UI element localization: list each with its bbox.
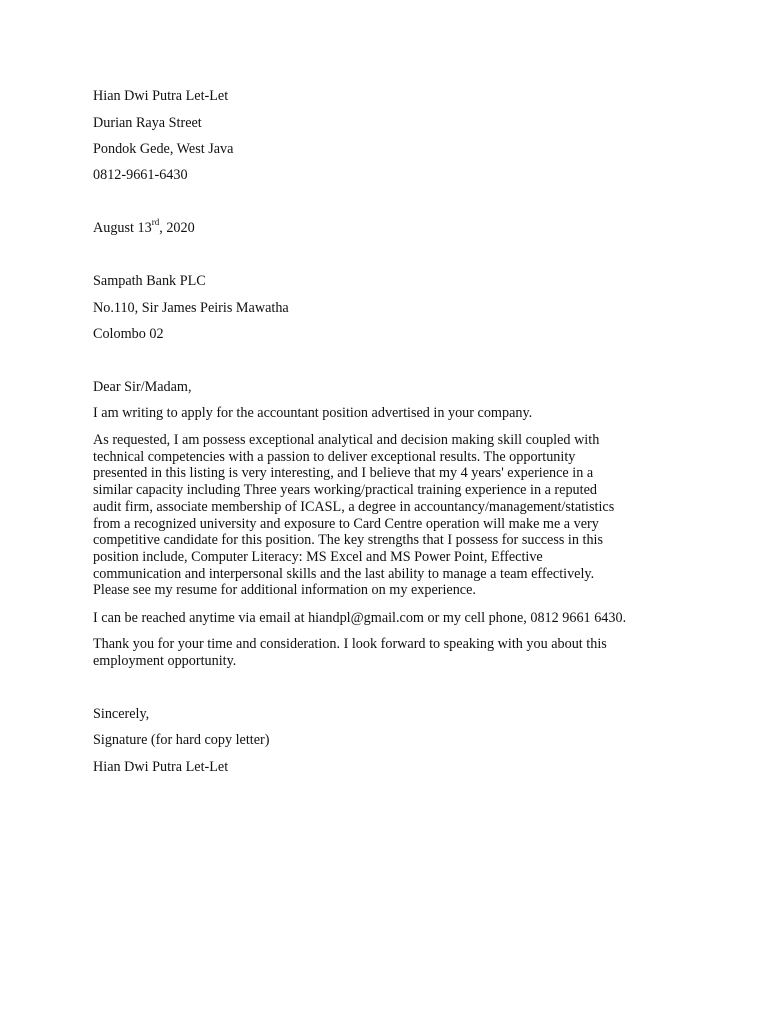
- recipient-address: No.110, Sir James Peiris Mawatha: [93, 300, 289, 316]
- signer-name: Hian Dwi Putra Let-Let: [93, 759, 229, 775]
- paragraph-line: employment opportunity.: [93, 652, 237, 669]
- recipient-name: Sampath Bank PLC: [93, 273, 206, 289]
- signature-placeholder: Signature (for hard copy letter): [93, 732, 270, 748]
- paragraph-line: from a recognized university and exposure to Card Centre operation will make me a very: [93, 515, 599, 532]
- contact-paragraph: I can be reached anytime via email at hiandpl@gmail.com or my cell phone, 0812 9661 6430.: [93, 610, 627, 626]
- sender-phone: 0812-9661-6430: [93, 167, 188, 183]
- sender-name: Hian Dwi Putra Let-Let: [93, 88, 229, 104]
- paragraph-line: As requested, I am possess exceptional analytical and decision making skill coupled with: [93, 432, 600, 448]
- letter-date: [93, 217, 195, 237]
- date-suffix: rd: [151, 217, 160, 228]
- date-prefix: August 13: [93, 220, 152, 236]
- paragraph-line: communication and interpersonal skills and the last ability to manage a team effectively.: [93, 565, 595, 582]
- main-paragraph: [93, 432, 683, 599]
- paragraph-line: presented in this listing is very interesting, and I believe that my 4 years' experience in a: [93, 465, 594, 482]
- paragraph-line: similar capacity including Three years working/practical training experience in a reputed: [93, 482, 597, 499]
- paragraph-line: audit firm, associate membership of ICASL, a degree in accountancy/management/statistics: [93, 498, 615, 515]
- paragraph-line: Thank you for your time and consideration. I look forward to speaking with you about this: [93, 636, 607, 652]
- intro-paragraph: I am writing to apply for the accountant position advertised in your company.: [93, 405, 533, 421]
- recipient-city: Colombo 02: [93, 326, 164, 342]
- paragraph-line: Please see my resume for additional information on my experience.: [93, 582, 476, 599]
- sender-city: Pondok Gede, West Java: [93, 141, 234, 157]
- sender-street: Durian Raya Street: [93, 115, 202, 131]
- date-rest: , 2020: [159, 220, 195, 236]
- salutation: Dear Sir/Madam,: [93, 379, 192, 395]
- valediction: Sincerely,: [93, 706, 150, 722]
- paragraph-line: position include, Computer Literacy: MS Excel and MS Power Point, Effective: [93, 548, 543, 565]
- paragraph-line: technical competencies with a passion to deliver exceptional results. The opportunity: [93, 448, 576, 465]
- closing-paragraph: [93, 636, 683, 669]
- paragraph-line: competitive candidate for this position. The key strengths that I possess for success in this: [93, 532, 604, 549]
